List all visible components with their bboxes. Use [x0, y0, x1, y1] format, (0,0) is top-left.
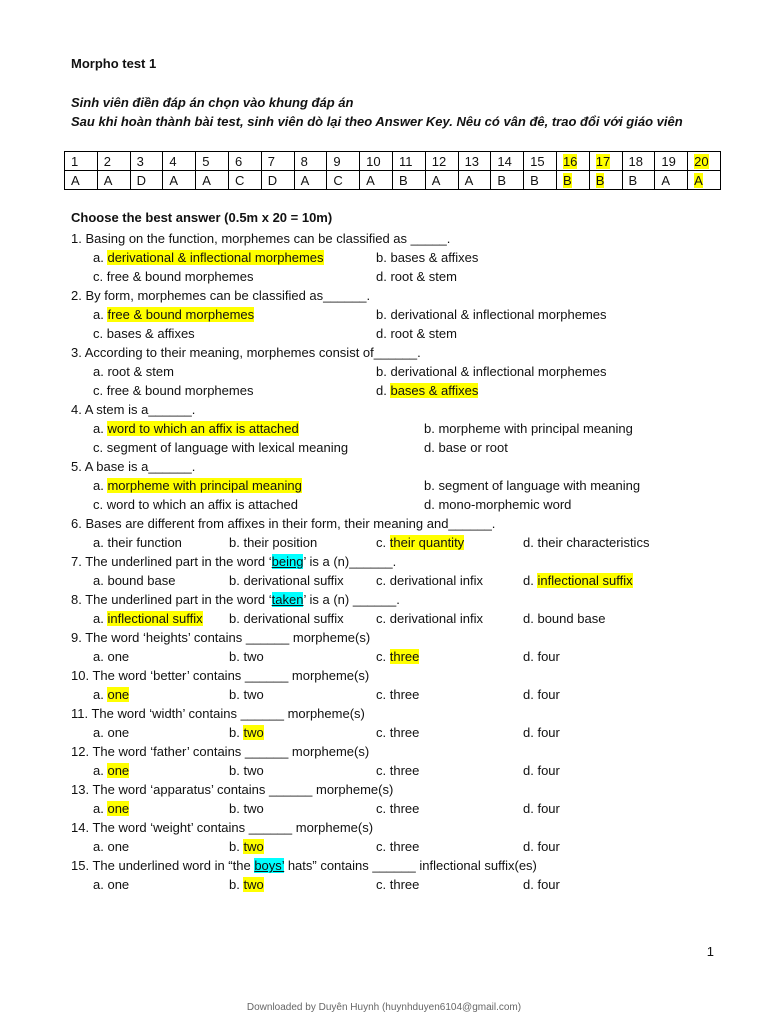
answer-option [523, 723, 560, 742]
option-text: root & stem [107, 364, 174, 379]
option-letter: b. [229, 839, 240, 854]
answer-option [376, 609, 483, 628]
question-stem: 4. A stem is a______. [71, 402, 196, 417]
answer-key-value: 12 [431, 153, 447, 169]
answer-option [376, 362, 607, 381]
answer-key-number-cell [524, 152, 557, 171]
option-letter: c. [376, 649, 387, 664]
answer-key-value: C [234, 172, 245, 188]
answer-option [93, 799, 129, 818]
answer-option [93, 362, 174, 381]
option-text: free & bound morphemes [106, 383, 254, 398]
option-letter: b. [229, 687, 240, 702]
answer-option [424, 438, 508, 457]
answer-option [229, 533, 317, 552]
option-text: one [107, 839, 130, 854]
answer-key-answer-cell [688, 171, 721, 190]
answer-option [376, 875, 419, 894]
answer-key-number-cell [491, 152, 524, 171]
option-letter: d. [523, 611, 534, 626]
option-text: morpheme with principal meaning [438, 421, 633, 436]
question-stem: 14. The word ‘weight’ contains ______ morpheme(s) [71, 820, 374, 835]
option-text: two [243, 801, 264, 816]
option-text: derivational & inflectional morphemes [390, 307, 607, 322]
answer-key-answer-cell [294, 171, 327, 190]
option-letter: d. [523, 877, 534, 892]
answer-key-value: 6 [234, 153, 243, 169]
answer-key-answer-cell [196, 171, 229, 190]
option-letter: b. [376, 250, 387, 265]
option-text: derivational suffix [243, 611, 344, 626]
answer-key-value: A [661, 172, 671, 188]
answer-option [93, 533, 182, 552]
download-footer: Downloaded by Duyên Huynh (huynhduyen6104@gmail.com) [246, 1002, 522, 1013]
option-text: root & stem [390, 269, 457, 284]
answer-key-value: D [136, 172, 146, 188]
answer-option [376, 685, 419, 704]
option-letter: c. [376, 725, 387, 740]
option-letter: b. [229, 611, 240, 626]
section-title: Choose the best answer (0.5m x 20 = 10m) [71, 210, 333, 225]
answer-key-answer-cell [589, 171, 622, 190]
option-letter: b. [229, 877, 240, 892]
correct-option-text: three [389, 649, 420, 664]
answer-key-number-cell [392, 152, 425, 171]
option-text: their position [243, 535, 318, 550]
answer-option [376, 533, 464, 552]
option-letter: c. [376, 687, 387, 702]
option-text: derivational & inflectional morphemes [390, 364, 607, 379]
answer-key-value: B [398, 172, 408, 188]
question-stem: 1. Basing on the function, morphemes can be classified as _____. [71, 231, 451, 246]
option-letter: c. [93, 269, 104, 284]
answer-option [93, 495, 298, 514]
question-stem: 5. A base is a______. [71, 459, 196, 474]
answer-key-value: 3 [136, 153, 144, 169]
option-letter: c. [376, 801, 387, 816]
correct-option-text: inflectional suffix [107, 611, 203, 626]
option-letter: b. [376, 364, 387, 379]
answer-option [93, 381, 253, 400]
option-text: four [537, 801, 560, 816]
answer-option [93, 647, 129, 666]
option-text: two [243, 687, 264, 702]
question-text: ’ is a (n)______. [303, 554, 397, 569]
answer-key-answer-cell [655, 171, 688, 190]
answer-option [93, 305, 254, 324]
answer-option [229, 837, 264, 856]
answer-option [523, 761, 560, 780]
answer-key-value: B [628, 172, 638, 188]
answer-key-number-cell [130, 152, 163, 171]
answer-option [376, 305, 607, 324]
option-text: bases & affixes [390, 250, 479, 265]
answer-key-value: 13 [464, 153, 480, 169]
question-stem: 13. The word ‘apparatus’ contains ______ morpheme(s) [71, 782, 394, 797]
answer-key-number-cell [97, 152, 130, 171]
answer-key-value: 1 [71, 153, 79, 169]
option-letter: c. [93, 497, 104, 512]
answer-option [376, 647, 419, 666]
option-letter: d. [523, 839, 534, 854]
answer-key-value: 16 [562, 153, 578, 169]
option-letter: c. [376, 611, 387, 626]
option-text: their function [107, 535, 182, 550]
answer-key-value: A [169, 172, 179, 188]
answer-key-value: 18 [628, 153, 644, 169]
option-letter: c. [93, 383, 104, 398]
answer-option [229, 685, 264, 704]
answer-option [229, 609, 344, 628]
option-letter: a. [93, 421, 104, 436]
answer-option [229, 647, 264, 666]
answer-key-value: 10 [366, 153, 381, 169]
answer-key-number-cell [425, 152, 458, 171]
option-letter: b. [376, 307, 387, 322]
answer-option [93, 761, 129, 780]
answer-option [424, 419, 633, 438]
question-stem [71, 590, 400, 609]
correct-option-text: bases & affixes [390, 383, 479, 398]
answer-key-number-cell [360, 152, 393, 171]
answer-key-number-row [65, 152, 721, 171]
correct-option-text: word to which an affix is attached [107, 421, 299, 436]
answer-key-number-cell [458, 152, 491, 171]
answer-key-value: A [202, 172, 211, 188]
answer-option [93, 571, 175, 590]
option-text: segment of language with meaning [438, 478, 641, 493]
answer-option [93, 419, 299, 438]
answer-key-value: 7 [267, 153, 276, 169]
option-letter: a. [93, 687, 104, 702]
answer-key-answer-cell [622, 171, 655, 190]
option-text: two [243, 649, 264, 664]
answer-option [376, 837, 419, 856]
answer-option [376, 324, 457, 343]
question-stem [71, 856, 537, 875]
answer-key-value: A [71, 172, 80, 188]
answer-key-value: A [300, 172, 310, 188]
option-letter: b. [229, 649, 240, 664]
option-letter: d. [523, 725, 534, 740]
option-letter: a. [93, 307, 104, 322]
answer-key-answer-cell [65, 171, 98, 190]
answer-key-answer-cell [524, 171, 557, 190]
option-letter: c. [376, 573, 387, 588]
question-text: hats” contains ______ inflectional suffix(es) [284, 858, 537, 873]
answer-key-number-cell [261, 152, 294, 171]
option-letter: a. [93, 364, 104, 379]
answer-option [523, 533, 649, 552]
option-text: root & stem [390, 326, 457, 341]
option-letter: d. [523, 573, 534, 588]
question-stem [71, 552, 396, 571]
option-letter: a. [93, 535, 104, 550]
option-letter: c. [376, 535, 387, 550]
answer-option [93, 609, 203, 628]
answer-key-answer-cell [425, 171, 458, 190]
option-letter: b. [229, 573, 240, 588]
option-letter: d. [523, 649, 534, 664]
answer-option [229, 875, 264, 894]
option-letter: b. [229, 801, 240, 816]
answer-key-answer-cell [556, 171, 589, 190]
answer-option [376, 761, 419, 780]
answer-key-value: 11 [398, 153, 413, 169]
question-stem: 11. The word ‘width’ contains ______ morpheme(s) [71, 706, 365, 721]
answer-key-value: 20 [694, 153, 709, 169]
option-text: bases & affixes [106, 326, 195, 341]
option-text: one [107, 725, 130, 740]
option-letter: c. [93, 440, 104, 455]
option-letter: d. [523, 687, 534, 702]
option-text: bound base [107, 573, 176, 588]
option-letter: d. [376, 269, 387, 284]
answer-key-value: B [562, 172, 572, 188]
option-letter: c. [376, 763, 387, 778]
question-text: ’ is a (n) ______. [303, 592, 400, 607]
answer-option [376, 267, 457, 286]
option-text: four [537, 725, 560, 740]
option-text: segment of language with lexical meaning [106, 440, 349, 455]
option-letter: a. [93, 573, 104, 588]
option-text: three [389, 687, 420, 702]
answer-key-value: 19 [661, 153, 676, 169]
option-letter: a. [93, 611, 104, 626]
option-text: three [389, 725, 420, 740]
option-text: mono-morphemic word [438, 497, 572, 512]
correct-option-text: one [107, 687, 130, 702]
option-text: four [537, 839, 560, 854]
answer-option [93, 438, 348, 457]
correct-option-text: morpheme with principal meaning [107, 478, 302, 493]
option-text: three [389, 763, 420, 778]
page-number: 1 [706, 944, 714, 959]
option-letter: a. [93, 250, 104, 265]
answer-key-value: A [103, 172, 113, 188]
answer-key-answer-cell [392, 171, 425, 190]
question-text: 8. The underlined part in the word ‘ [71, 592, 272, 607]
answer-key-table [64, 151, 721, 190]
answer-key-value: 4 [169, 153, 177, 169]
option-text: one [107, 649, 130, 664]
answer-option [93, 248, 324, 267]
question-stem: 10. The word ‘better’ contains ______ morpheme(s) [71, 668, 370, 683]
answer-key-value: B [497, 172, 507, 188]
underlined-word: taken [271, 592, 304, 607]
question-text: 15. The underlined word in “the [71, 858, 255, 873]
answer-key-value: 15 [530, 153, 545, 169]
option-text: free & bound morphemes [106, 269, 254, 284]
option-letter: c. [93, 326, 104, 341]
answer-key-number-cell [556, 152, 589, 171]
option-text: three [389, 801, 420, 816]
answer-key-value: 14 [497, 153, 512, 169]
option-letter: b. [424, 421, 435, 436]
option-letter: c. [376, 839, 387, 854]
underlined-word: being [271, 554, 304, 569]
option-text: four [537, 877, 560, 892]
option-text: bound base [537, 611, 606, 626]
answer-option [376, 248, 478, 267]
answer-key-number-cell [294, 152, 327, 171]
answer-option [229, 571, 344, 590]
option-text: four [537, 763, 560, 778]
answer-option [376, 571, 483, 590]
answer-option [229, 799, 264, 818]
answer-option [93, 875, 129, 894]
option-letter: d. [376, 326, 387, 341]
option-text: derivational infix [389, 573, 483, 588]
answer-key-answer-cell [163, 171, 196, 190]
answer-option [229, 723, 264, 742]
answer-key-value: A [464, 172, 474, 188]
answer-key-number-cell [655, 152, 688, 171]
answer-key-value: 2 [103, 153, 112, 169]
answer-option [523, 609, 605, 628]
option-text: three [389, 839, 420, 854]
answer-key-value: 9 [333, 153, 341, 169]
option-text: derivational infix [389, 611, 483, 626]
answer-key-answer-cell [97, 171, 130, 190]
option-letter: a. [93, 839, 104, 854]
option-letter: a. [93, 725, 104, 740]
option-letter: a. [93, 877, 104, 892]
answer-option [424, 476, 640, 495]
answer-key-answer-cell [360, 171, 393, 190]
option-letter: a. [93, 763, 104, 778]
answer-key-answer-cell [491, 171, 524, 190]
answer-key-number-cell [688, 152, 721, 171]
answer-option [523, 647, 560, 666]
option-letter: d. [523, 535, 534, 550]
option-text: derivational suffix [243, 573, 344, 588]
answer-key-number-cell [589, 152, 622, 171]
option-letter: d. [523, 763, 534, 778]
answer-option [93, 685, 129, 704]
answer-key-number-cell [327, 152, 360, 171]
question-stem: 9. The word ‘heights’ contains ______ morpheme(s) [71, 630, 371, 645]
answer-option [376, 381, 478, 400]
correct-option-text: two [243, 725, 264, 740]
answer-key-answer-cell [130, 171, 163, 190]
answer-option [229, 761, 264, 780]
option-letter: d. [424, 440, 435, 455]
answer-key-answer-row [65, 171, 721, 190]
answer-key-answer-cell [228, 171, 261, 190]
answer-key-number-cell [163, 152, 196, 171]
option-letter: b. [229, 535, 240, 550]
answer-key-value: C [333, 172, 343, 188]
option-letter: a. [93, 478, 104, 493]
option-letter: d. [376, 383, 387, 398]
option-text: word to which an affix is attached [106, 497, 299, 512]
correct-option-text: inflectional suffix [537, 573, 633, 588]
answer-key-answer-cell [327, 171, 360, 190]
option-letter: b. [229, 725, 240, 740]
option-text: their characteristics [537, 535, 650, 550]
answer-key-value: 8 [300, 153, 308, 169]
option-text: four [537, 649, 560, 664]
instruction-line-1: Sinh viên điền đáp án chọn vào khung đáp án [71, 95, 354, 110]
underlined-word: boys’ [254, 858, 285, 873]
answer-key-value: A [366, 172, 375, 188]
correct-option-text: two [243, 839, 264, 854]
answer-key-number-cell [65, 152, 98, 171]
answer-key-value: B [530, 172, 539, 188]
document-title: Morpho test 1 [71, 56, 157, 71]
correct-option-text: two [243, 877, 264, 892]
question-text: 7. The underlined part in the word ‘ [71, 554, 272, 569]
answer-option [523, 799, 560, 818]
answer-key-value: 17 [595, 153, 611, 169]
option-letter: a. [93, 801, 104, 816]
answer-option [93, 267, 253, 286]
answer-option [523, 875, 560, 894]
option-letter: b. [229, 763, 240, 778]
answer-key-answer-cell [261, 171, 294, 190]
answer-key-value: 5 [202, 153, 210, 169]
answer-key-value: A [694, 172, 703, 188]
answer-option [93, 324, 195, 343]
question-stem: 12. The word ‘father’ contains ______ morpheme(s) [71, 744, 370, 759]
option-text: four [537, 687, 560, 702]
answer-option [93, 723, 129, 742]
answer-key-answer-cell [458, 171, 491, 190]
answer-key-value: B [595, 172, 605, 188]
option-letter: c. [376, 877, 387, 892]
option-letter: a. [93, 649, 104, 664]
option-letter: d. [523, 801, 534, 816]
correct-option-text: free & bound morphemes [107, 307, 255, 322]
answer-option [376, 723, 419, 742]
correct-option-text: derivational & inflectional morphemes [107, 250, 324, 265]
answer-option [523, 837, 560, 856]
instruction-line-2: Sau khi hoàn thành bài test, sinh viên dò lại theo Answer Key. Nêu có vân đê, trao đổi với giáo viên [71, 114, 683, 129]
question-stem: 2. By form, morphemes can be classified as______. [71, 288, 371, 303]
answer-option [93, 476, 302, 495]
option-text: one [107, 877, 130, 892]
question-stem: 3. According to their meaning, morphemes consist of______. [71, 345, 421, 360]
option-text: three [389, 877, 420, 892]
answer-option [424, 495, 571, 514]
option-text: base or root [438, 440, 508, 455]
correct-option-text: one [107, 801, 130, 816]
answer-key-number-cell [622, 152, 655, 171]
answer-key-number-cell [196, 152, 229, 171]
answer-option [93, 837, 129, 856]
option-letter: d. [424, 497, 435, 512]
correct-option-text: one [107, 763, 130, 778]
answer-option [523, 571, 633, 590]
answer-option [376, 799, 419, 818]
option-text: two [243, 763, 264, 778]
question-stem: 6. Bases are different from affixes in their form, their meaning and______. [71, 516, 496, 531]
correct-option-text: their quantity [389, 535, 465, 550]
answer-key-value: A [431, 172, 441, 188]
option-letter: b. [424, 478, 435, 493]
answer-option [523, 685, 560, 704]
answer-key-value: D [267, 172, 278, 188]
answer-key-number-cell [228, 152, 261, 171]
